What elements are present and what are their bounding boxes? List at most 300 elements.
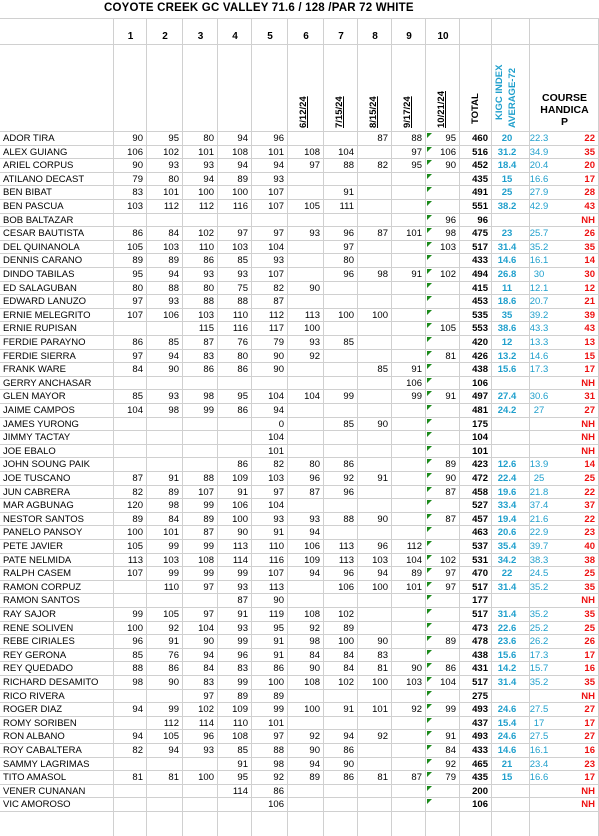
- score-cell: [358, 499, 391, 512]
- score-cell: 106: [304, 541, 320, 552]
- score-cell: 96: [445, 214, 456, 226]
- score-cell: 89: [343, 622, 354, 634]
- score-cell: 87: [309, 486, 320, 498]
- score-cell: [392, 282, 425, 295]
- comment-marker-icon: [427, 296, 432, 301]
- score-cell: 119: [268, 609, 284, 620]
- score-cell: 97: [309, 160, 320, 172]
- score-cell: [392, 173, 425, 186]
- player-name: SAMMY LAGRIMAS: [3, 758, 90, 770]
- score-cell: [147, 214, 182, 227]
- player-name: ERNIE MELEGRITO: [3, 309, 91, 321]
- column-number: 5: [267, 31, 273, 42]
- score-cell: 91: [273, 649, 284, 661]
- score-cell: 96: [309, 473, 320, 484]
- column-number: 7: [338, 31, 344, 42]
- score-cell: 88: [273, 745, 284, 756]
- total-cell: 481: [472, 405, 488, 416]
- score-cell: [147, 798, 182, 811]
- score-cell: [392, 200, 425, 213]
- kigc-index-cell: 11: [501, 282, 513, 294]
- score-cell: 113: [338, 554, 354, 566]
- column-number: 6: [303, 31, 309, 42]
- score-cell: [183, 445, 217, 458]
- course-handicap-cell: 27: [584, 405, 595, 416]
- total-cell: 420: [472, 337, 488, 348]
- table-row: [0, 635, 599, 649]
- score-cell: [358, 622, 391, 635]
- score-cell: 103: [440, 241, 456, 253]
- score-cell: [324, 350, 357, 363]
- total-cell: 517: [472, 609, 488, 620]
- score-cell: 100: [268, 677, 284, 688]
- score-cell: 86: [237, 459, 248, 471]
- course-handicap-cell: NH: [581, 690, 595, 702]
- score-cell: 87: [132, 473, 143, 484]
- player-name: JIMMY TACTAY: [3, 432, 71, 444]
- score-cell: [392, 798, 425, 811]
- table-row: [0, 785, 599, 799]
- comment-marker-icon: [427, 799, 432, 804]
- score-cell: 89: [237, 690, 248, 702]
- score-cell: [358, 214, 391, 227]
- comment-marker-icon: [427, 391, 432, 396]
- score-cell: 100: [232, 187, 248, 199]
- kigc-index-cell: 15.4: [497, 717, 517, 729]
- course-handicap-cell: 15: [584, 350, 595, 362]
- score-cell: 90: [168, 677, 179, 688]
- score-cell: 79: [445, 772, 456, 784]
- total-cell: 491: [472, 187, 488, 199]
- player-name: RICHARD DESAMITO: [3, 677, 99, 688]
- kigc-average-cell: 37.4: [529, 500, 549, 512]
- player-name: REY GERONA: [3, 649, 67, 661]
- score-cell: 108: [232, 731, 248, 743]
- kigc-index-cell: 19.4: [497, 513, 517, 525]
- comment-marker-icon: [427, 759, 432, 764]
- score-cell: 102: [440, 269, 456, 280]
- kigc-index-cell: 14.6: [497, 745, 517, 756]
- score-cell: [114, 581, 146, 594]
- kigc-average-cell: [522, 798, 556, 811]
- comment-marker-icon: [427, 310, 432, 315]
- score-cell: [392, 458, 425, 471]
- score-cell: [358, 295, 391, 308]
- score-cell: 92: [411, 704, 422, 716]
- comment-marker-icon: [427, 446, 432, 451]
- score-cell: 85: [237, 745, 248, 756]
- comment-marker-icon: [427, 555, 432, 560]
- kigc-average-header: AVERAGE-72: [507, 67, 518, 128]
- kigc-average-cell: 42.9: [529, 201, 549, 212]
- score-cell: 80: [203, 282, 214, 294]
- total-cell: 465: [472, 758, 488, 770]
- score-cell: 87: [203, 527, 214, 539]
- score-cell: 96: [132, 636, 143, 648]
- score-cell: 97: [273, 731, 284, 743]
- score-cell: 97: [411, 146, 422, 158]
- comment-marker-icon: [427, 160, 432, 165]
- total-cell: 101: [472, 445, 488, 457]
- kigc-index-cell: 15: [501, 772, 513, 784]
- score-cell: 99: [273, 704, 284, 716]
- score-cell: 101: [372, 704, 388, 716]
- table-row: [0, 418, 599, 432]
- course-handicap-cell: 40: [584, 541, 595, 552]
- score-cell: 97: [273, 486, 284, 498]
- score-cell: [147, 594, 182, 607]
- score-cell: 93: [237, 269, 248, 280]
- player-name: FERDIE SIERRA: [3, 350, 76, 362]
- kigc-index-cell: 14.6: [497, 255, 517, 267]
- comment-marker-icon: [427, 215, 432, 220]
- score-cell: [252, 377, 287, 390]
- score-cell: 101: [268, 717, 284, 729]
- column-number: 3: [197, 31, 204, 42]
- table-row: [0, 214, 599, 228]
- total-cell: 437: [472, 717, 488, 729]
- score-cell: [147, 431, 182, 444]
- score-cell: 93: [203, 745, 214, 756]
- score-cell: 113: [232, 541, 248, 552]
- score-cell: [392, 350, 425, 363]
- kigc-average-cell: [522, 418, 556, 431]
- score-cell: 81: [377, 772, 388, 784]
- score-cell: 94: [132, 704, 143, 716]
- score-cell: [114, 418, 146, 431]
- course-handicap-header: HANDICA: [540, 104, 589, 116]
- score-cell: [288, 173, 323, 186]
- player-name: RALPH CASEM: [3, 568, 72, 580]
- player-name: DENNIS CARANO: [3, 255, 83, 267]
- course-handicap-cell: NH: [581, 418, 595, 430]
- total-cell: 431: [472, 663, 488, 675]
- table-row: [0, 513, 599, 527]
- score-cell: 110: [198, 241, 214, 253]
- score-cell: [147, 758, 182, 771]
- kigc-average-cell: 27: [533, 405, 545, 416]
- kigc-index-cell: 18.4: [497, 160, 517, 172]
- kigc-index-header: KIGC INDEX: [494, 64, 505, 120]
- score-cell: 86: [343, 459, 354, 471]
- table-row: [0, 390, 599, 404]
- kigc-index-cell: 24.6: [497, 731, 517, 743]
- player-name: RAMON SANTOS: [3, 595, 80, 607]
- table-row: [0, 254, 599, 268]
- course-handicap-cell: 12: [584, 282, 595, 294]
- total-header: TOTAL: [470, 93, 481, 124]
- score-cell: [324, 132, 357, 145]
- score-cell: [252, 214, 287, 227]
- comment-marker-icon: [427, 609, 432, 614]
- score-cell: 99: [343, 391, 354, 403]
- comment-marker-icon: [427, 269, 432, 274]
- score-cell: [392, 594, 425, 607]
- table-row: [0, 159, 599, 173]
- course-handicap-cell: NH: [581, 799, 595, 811]
- score-cell: 83: [203, 677, 214, 688]
- player-name: RENE SOLIVEN: [3, 622, 74, 634]
- player-name: RAMON CORPUZ: [3, 581, 82, 593]
- score-cell: [147, 418, 182, 431]
- table-row: [0, 132, 599, 146]
- score-cell: [358, 445, 391, 458]
- score-cell: [288, 404, 323, 417]
- total-cell: 177: [472, 595, 488, 607]
- score-cell: 80: [203, 133, 214, 144]
- total-cell: 106: [472, 377, 488, 389]
- date-header: 6/12/24: [298, 96, 309, 128]
- score-cell: 92: [273, 772, 284, 784]
- player-name: DEL QUINANOLA: [3, 241, 80, 253]
- score-cell: [358, 377, 391, 390]
- player-name: REBE CIRIALES: [3, 636, 75, 648]
- total-cell: 470: [472, 568, 488, 580]
- score-cell: 113: [268, 581, 284, 593]
- score-cell: 104: [198, 622, 214, 634]
- score-cell: 102: [163, 146, 179, 158]
- comment-marker-icon: [427, 731, 432, 736]
- score-cell: [288, 254, 323, 267]
- score-cell: 97: [203, 609, 214, 620]
- kigc-index-cell: [492, 214, 522, 227]
- course-handicap-cell: 16: [584, 745, 595, 756]
- score-cell: 90: [377, 418, 388, 430]
- comment-marker-icon: [427, 473, 432, 478]
- score-cell: [358, 486, 391, 499]
- player-name: ATILANO DECAST: [3, 173, 85, 185]
- course-handicap-cell: 35: [584, 241, 595, 253]
- score-cell: 100: [372, 309, 388, 321]
- score-cell: 110: [232, 309, 248, 321]
- score-cell: 96: [343, 269, 354, 280]
- score-cell: [392, 717, 425, 730]
- score-cell: 104: [406, 554, 422, 566]
- comment-marker-icon: [427, 527, 432, 532]
- score-cell: 91: [237, 486, 248, 498]
- score-cell: [183, 214, 217, 227]
- score-cell: 92: [309, 731, 320, 743]
- score-cell: 107: [127, 568, 143, 580]
- score-cell: 86: [132, 228, 143, 240]
- score-cell: 89: [132, 513, 143, 525]
- kigc-average-cell: 38.3: [529, 554, 549, 566]
- score-cell: [114, 717, 146, 730]
- score-cell: 97: [445, 581, 456, 593]
- score-cell: 94: [309, 758, 320, 770]
- score-cell: 95: [168, 133, 179, 144]
- date-header: 10/21/24: [436, 91, 447, 128]
- score-cell: [392, 785, 425, 798]
- score-cell: 109: [232, 704, 248, 716]
- score-cell: 90: [273, 595, 284, 607]
- score-cell: [288, 241, 323, 254]
- score-cell: 93: [309, 337, 320, 348]
- score-cell: 99: [168, 541, 179, 552]
- score-cell: [288, 418, 323, 431]
- course-handicap-cell: NH: [581, 445, 595, 457]
- score-cell: 106: [338, 581, 354, 593]
- comment-marker-icon: [427, 419, 432, 424]
- score-cell: 97: [273, 228, 284, 240]
- score-cell: 91: [343, 187, 354, 199]
- score-cell: [114, 798, 146, 811]
- course-handicap-cell: 35: [584, 581, 595, 593]
- player-name: GERRY ANCHASAR: [3, 377, 92, 389]
- kigc-index-cell: [492, 798, 522, 811]
- score-cell: 95: [411, 160, 422, 172]
- table-row: [0, 458, 599, 472]
- score-cell: 109: [304, 554, 320, 566]
- score-cell: 104: [127, 405, 143, 416]
- score-cell: 112: [268, 309, 284, 321]
- score-cell: 84: [203, 663, 214, 675]
- score-cell: [392, 513, 425, 526]
- score-cell: 106: [268, 799, 284, 811]
- score-cell: 90: [411, 663, 422, 675]
- score-cell: [392, 758, 425, 771]
- score-cell: 93: [273, 173, 284, 185]
- course-handicap-cell: 35: [584, 677, 595, 688]
- course-handicap-cell: NH: [581, 785, 595, 797]
- player-name: BEN PASCUA: [3, 201, 64, 212]
- score-cell: [114, 322, 146, 335]
- kigc-average-cell: [522, 214, 556, 227]
- score-cell: [288, 798, 323, 811]
- score-cell: [324, 431, 357, 444]
- score-cell: [114, 785, 146, 798]
- score-cell: 93: [309, 228, 320, 240]
- score-cell: [183, 458, 217, 471]
- score-cell: 92: [343, 473, 354, 484]
- comment-marker-icon: [427, 568, 432, 573]
- score-cell: [288, 214, 323, 227]
- course-handicap-cell: 17: [584, 173, 595, 185]
- score-cell: 91: [445, 391, 456, 403]
- player-name: GLEN MAYOR: [3, 391, 66, 403]
- player-name: JOHN SOUNG PAIK: [3, 459, 90, 471]
- kigc-index-cell: 38.6: [497, 323, 517, 335]
- score-cell: 91: [273, 527, 284, 539]
- course-handicap-cell: 25: [584, 568, 595, 580]
- kigc-index-cell: 13.2: [497, 350, 517, 362]
- score-cell: 104: [268, 500, 284, 512]
- score-cell: 89: [273, 690, 284, 702]
- comment-marker-icon: [427, 133, 432, 138]
- score-cell: 93: [273, 255, 284, 267]
- score-cell: [324, 173, 357, 186]
- kigc-average-cell: [522, 431, 556, 444]
- kigc-index-cell: 19.6: [497, 486, 517, 498]
- score-cell: 90: [273, 364, 284, 376]
- score-cell: 94: [237, 160, 248, 172]
- score-cell: [358, 336, 391, 349]
- score-cell: 96: [343, 568, 354, 580]
- kigc-index-cell: 15: [501, 173, 513, 185]
- score-cell: 112: [198, 201, 214, 212]
- score-cell: 84: [343, 649, 354, 661]
- comment-marker-icon: [427, 691, 432, 696]
- score-cell: 83: [377, 649, 388, 661]
- score-cell: [358, 173, 391, 186]
- comment-marker-icon: [427, 201, 432, 206]
- course-handicap-cell: 22: [584, 486, 595, 498]
- player-name: RON ALBANO: [3, 731, 65, 743]
- score-cell: 106: [440, 146, 456, 158]
- course-handicap-cell: 26: [584, 228, 595, 240]
- score-cell: 100: [198, 187, 214, 199]
- kigc-index-cell: 15.6: [497, 649, 517, 661]
- score-cell: 103: [232, 241, 248, 253]
- course-handicap-cell: 30: [584, 269, 595, 280]
- kigc-average-cell: [522, 445, 556, 458]
- score-cell: [358, 186, 391, 199]
- score-cell: 99: [237, 568, 248, 580]
- score-cell: 86: [273, 785, 284, 797]
- score-cell: [324, 594, 357, 607]
- course-handicap-cell: 21: [584, 296, 595, 308]
- table-row: [0, 268, 599, 282]
- kigc-index-cell: 22: [501, 568, 513, 580]
- table-row: [0, 690, 599, 704]
- score-cell: 86: [237, 405, 248, 416]
- score-cell: [392, 744, 425, 757]
- comment-marker-icon: [427, 663, 432, 668]
- score-cell: [358, 254, 391, 267]
- kigc-index-cell: 22.4: [497, 473, 517, 484]
- score-cell: 90: [309, 745, 320, 756]
- score-cell: 90: [273, 350, 284, 362]
- score-cell: 81: [445, 350, 456, 362]
- table-row: [0, 717, 599, 731]
- total-cell: 457: [472, 513, 488, 525]
- score-cell: [114, 377, 146, 390]
- score-cell: 84: [343, 663, 354, 675]
- total-cell: 537: [472, 541, 488, 552]
- score-cell: 113: [338, 541, 354, 552]
- player-name: JUN CABRERA: [3, 486, 71, 498]
- total-cell: 435: [472, 173, 488, 185]
- score-cell: [288, 377, 323, 390]
- kigc-average-cell: 22.3: [529, 133, 549, 144]
- score-cell: 97: [203, 581, 214, 593]
- kigc-index-cell: [492, 377, 522, 390]
- kigc-average-cell: 35.2: [529, 609, 549, 620]
- score-cell: 81: [377, 663, 388, 675]
- course-handicap-cell: 28: [584, 187, 595, 199]
- score-cell: [392, 336, 425, 349]
- score-cell: [392, 254, 425, 267]
- score-cell: [288, 186, 323, 199]
- score-cell: 120: [127, 500, 143, 512]
- score-cell: 86: [132, 337, 143, 348]
- kigc-index-cell: 31.4: [497, 677, 517, 688]
- score-cell: 90: [343, 758, 354, 770]
- score-cell: 87: [273, 296, 284, 308]
- kigc-index-cell: 24.6: [497, 704, 517, 716]
- kigc-average-cell: [522, 690, 556, 703]
- kigc-index-cell: [492, 690, 522, 703]
- score-cell: [114, 458, 146, 471]
- score-cell: [324, 717, 357, 730]
- table-row: [0, 526, 599, 540]
- score-cell: 96: [237, 649, 248, 661]
- score-cell: 86: [445, 663, 456, 675]
- score-cell: 91: [237, 609, 248, 620]
- player-name: ERNIE RUPISAN: [3, 323, 77, 335]
- score-cell: 94: [168, 745, 179, 756]
- score-cell: 108: [304, 609, 320, 620]
